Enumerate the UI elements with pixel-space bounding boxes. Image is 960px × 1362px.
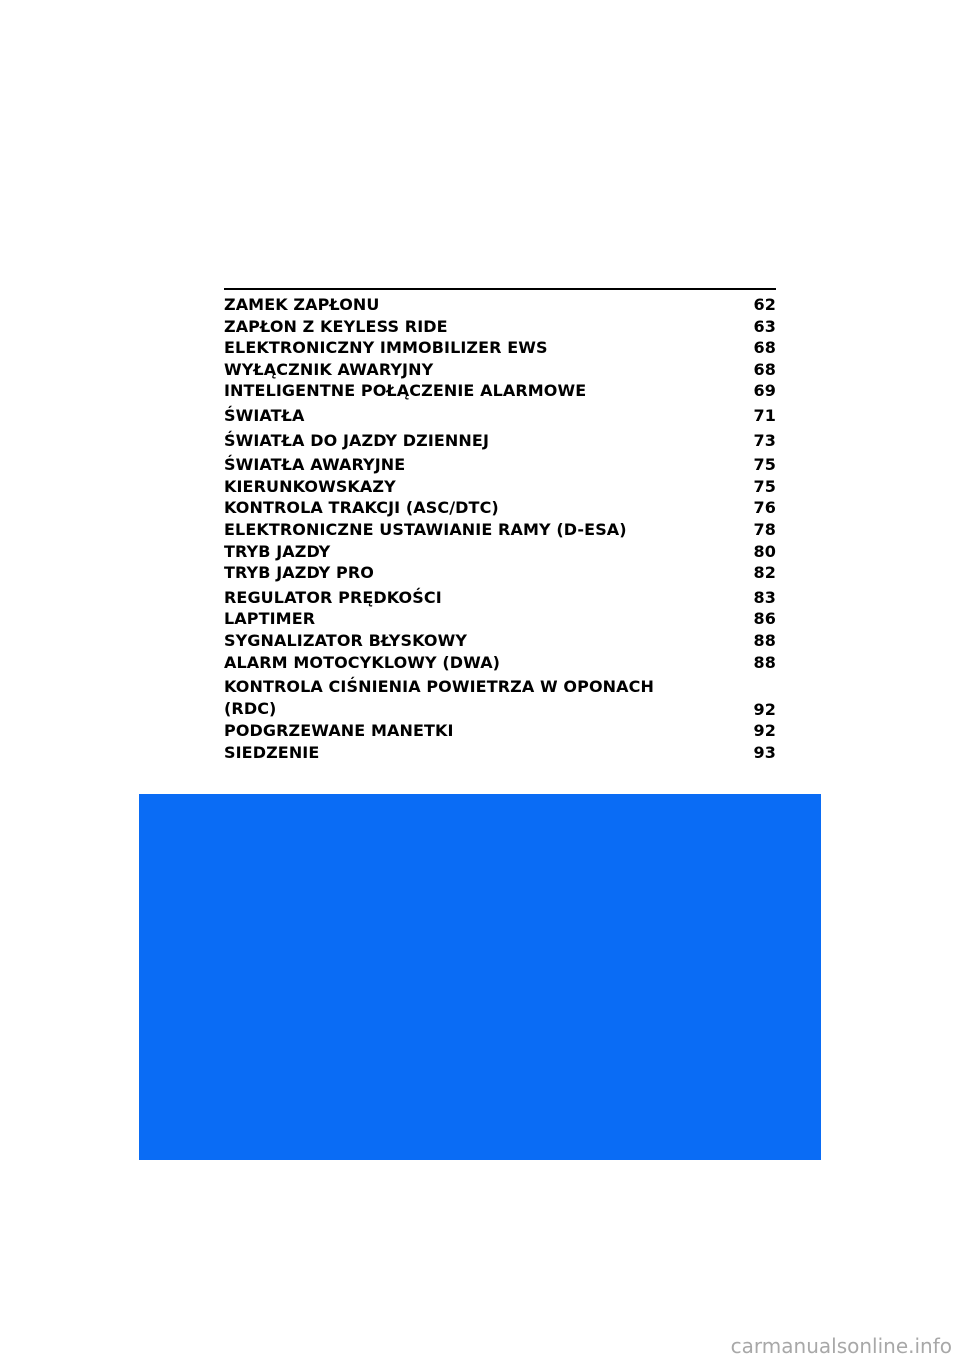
toc-entry-page: 68 bbox=[753, 359, 776, 379]
toc-entry-page: 76 bbox=[753, 498, 776, 518]
table-of-contents bbox=[224, 288, 776, 763]
toc-entry-page: 62 bbox=[753, 295, 776, 314]
toc-entry-page: 86 bbox=[753, 609, 776, 629]
toc-entry-page: 92 bbox=[753, 699, 776, 719]
toc-entry[interactable] bbox=[224, 497, 776, 519]
toc-entry-page: 83 bbox=[753, 587, 776, 607]
toc-entry-title: KIERUNKOWSKAZY bbox=[224, 476, 396, 496]
toc-entry-page: 63 bbox=[753, 316, 776, 336]
toc-entry[interactable] bbox=[224, 380, 776, 402]
toc-entry[interactable] bbox=[224, 405, 776, 427]
toc-entry[interactable] bbox=[224, 294, 776, 316]
toc-entry[interactable] bbox=[224, 316, 776, 338]
toc-entry-page: 88 bbox=[753, 630, 776, 650]
toc-entry[interactable] bbox=[224, 676, 776, 720]
toc-entry-page: 88 bbox=[753, 652, 776, 672]
blue-panel bbox=[139, 794, 821, 1160]
toc-entry-page: 73 bbox=[753, 430, 776, 450]
toc-entry-title: WYŁĄCZNIK AWARYJNY bbox=[224, 359, 434, 379]
toc-entry-title: KONTROLA TRAKCJI (ASC/DTC) bbox=[224, 498, 499, 518]
toc-entry-page: 80 bbox=[753, 541, 776, 561]
toc-entry-title bbox=[224, 676, 694, 720]
toc-entry-title: ZAPŁON Z KEYLESS RIDE bbox=[224, 316, 448, 336]
toc-entry-title: ŚWIATŁA AWARYJNE bbox=[224, 455, 406, 475]
toc-entry-title: REGULATOR PRĘDKOŚCI bbox=[224, 587, 442, 607]
toc-entry-title: SYGNALIZATOR BŁYSKOWY bbox=[224, 630, 468, 650]
toc-entry-page: 75 bbox=[753, 455, 776, 475]
toc-entry[interactable] bbox=[224, 337, 776, 359]
toc-entry[interactable] bbox=[224, 541, 776, 563]
toc-entry[interactable] bbox=[224, 476, 776, 498]
toc-entry-page: 75 bbox=[753, 476, 776, 496]
toc-entry-title: ELEKTRONICZNE USTAWIANIE RAMY (D-ESA) bbox=[224, 519, 627, 539]
toc-entry-title: ŚWIATŁA DO JAZDY DZIENNEJ bbox=[224, 430, 489, 450]
toc-entry-page: 68 bbox=[753, 338, 776, 358]
toc-entry[interactable] bbox=[224, 562, 776, 584]
toc-entry[interactable] bbox=[224, 630, 776, 652]
toc-entry[interactable] bbox=[224, 454, 776, 476]
toc-entry-title: ALARM MOTOCYKLOWY (DWA) bbox=[224, 652, 501, 672]
toc-entry[interactable] bbox=[224, 742, 776, 764]
toc-entry-page: 93 bbox=[753, 742, 776, 762]
toc-entry-page: 71 bbox=[753, 405, 776, 425]
toc-entry[interactable] bbox=[224, 608, 776, 630]
toc-entry-page: 92 bbox=[753, 721, 776, 741]
toc-entry-title-line: KONTROLA CIŚNIENIA POWIETRZA W OPONACH bbox=[224, 677, 654, 697]
toc-entry[interactable] bbox=[224, 587, 776, 609]
toc-entry-page: 82 bbox=[753, 563, 776, 583]
toc-entry-title: ZAMEK ZAPŁONU bbox=[224, 295, 380, 314]
toc-entry-title: SIEDZENIE bbox=[224, 742, 320, 762]
toc-entry[interactable] bbox=[224, 519, 776, 541]
toc-entry-page: 69 bbox=[753, 381, 776, 401]
toc-entry-page: 78 bbox=[753, 519, 776, 539]
toc-entry[interactable] bbox=[224, 652, 776, 674]
toc-entry-title: INTELIGENTNE POŁĄCZENIE ALARMOWE bbox=[224, 381, 587, 401]
toc-entry[interactable] bbox=[224, 430, 776, 452]
toc-entry[interactable] bbox=[224, 720, 776, 742]
toc-entry-title: PODGRZEWANE MANETKI bbox=[224, 721, 454, 741]
toc-entry-title: TRYB JAZDY bbox=[224, 541, 331, 561]
toc-entry-title: ŚWIATŁA bbox=[224, 405, 305, 425]
watermark: carmanualsonline.info bbox=[730, 1334, 952, 1358]
toc-entry-title: TRYB JAZDY PRO bbox=[224, 563, 374, 583]
toc-entry-title-line: (RDC) bbox=[224, 699, 277, 719]
toc-entry-title: ELEKTRONICZNY IMMOBILIZER EWS bbox=[224, 338, 548, 358]
toc-entry[interactable] bbox=[224, 359, 776, 381]
toc-entry-title: LAPTIMER bbox=[224, 609, 316, 629]
